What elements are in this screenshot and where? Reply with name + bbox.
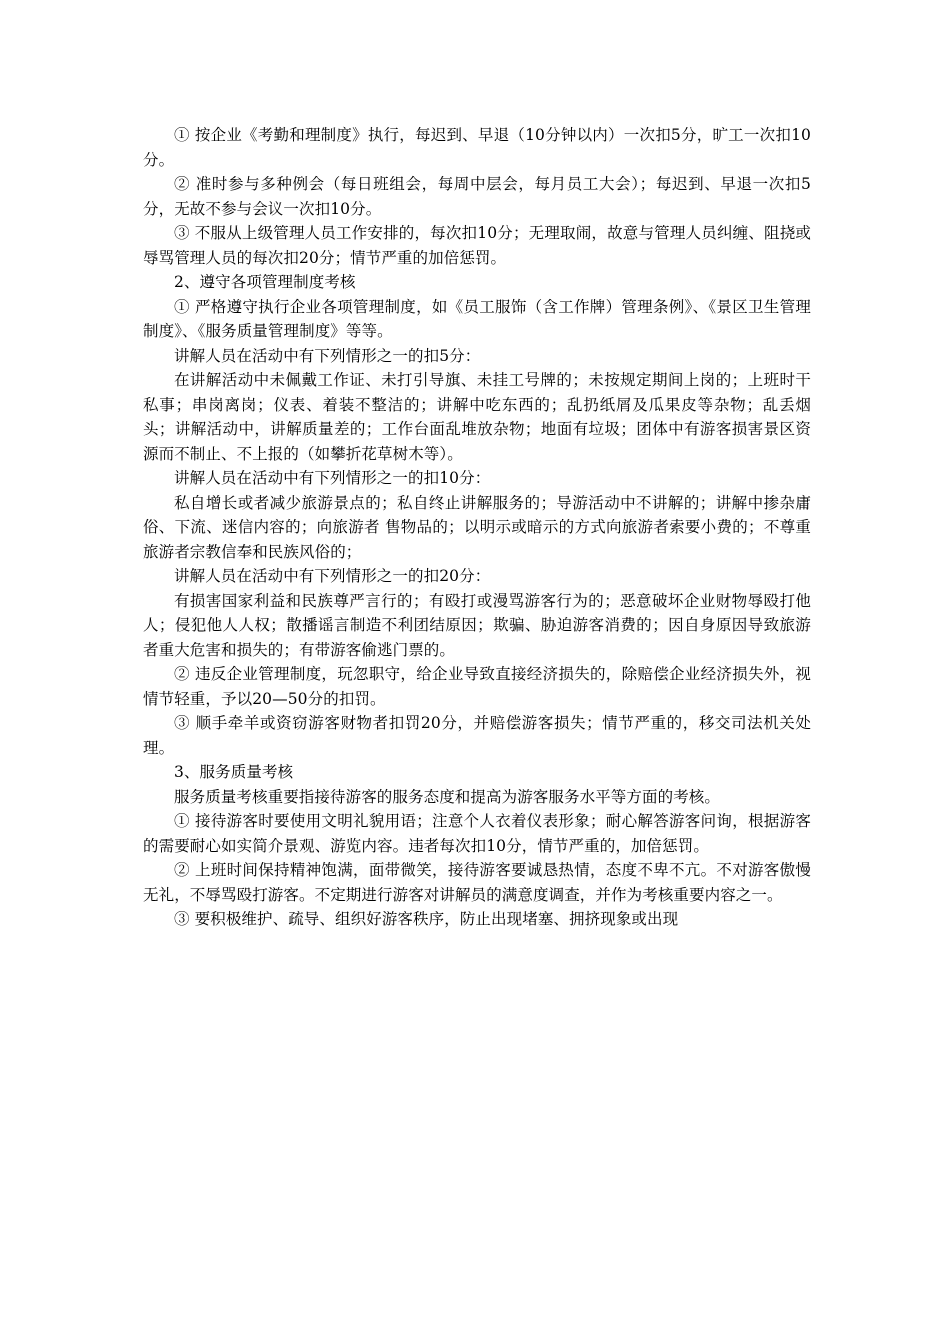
paragraph-meeting-rule: ② 准时参与多种例会（每日班组会，每周中层会，每月员工大会）；每迟到、早退一次扣5分，无故不参与会议一次扣10分。 (143, 175, 811, 218)
paragraph-polite-language-rule: ① 接待游客时要使用文明礼貌用语；注意个人衣着仪表形象；耐心解答游客问询，根据游客的需要耐心如实简介景观、游览内容。违者每次扣10分，情节严重的，加倍惩罚。 (143, 812, 811, 855)
document-body (143, 123, 811, 932)
section-heading-service-quality: 3、服务质量考核 (174, 763, 294, 781)
paragraph-service-quality-intro: 服务质量考核重要指接待游客的服务态度和提高为游客服务水平等方面的考核。 (174, 787, 721, 806)
paragraph-deduct-5-heading: 讲解人员在活动中有下列情形之一的扣5分： (174, 346, 481, 365)
paragraph-theft-rule: ③ 顺手牵羊或资窃游客财物者扣罚20分，并赔偿游客损失；情节严重的，移交司法机关处理。 (143, 714, 811, 757)
paragraph-deduct-10-items: 私自增长或者减少旅游景点的；私自终止讲解服务的；导游活动中不讲解的；讲解中掺杂庸俗、下流、迷信内容的；向旅游者 售物品的；以明示或暗示的方式向旅游者索要小费的；不尊重旅游者宗教信奉和民族风俗的； (143, 493, 811, 561)
paragraph-attitude-rule: ② 上班时间保持精神饱满，面带微笑，接待游客要诚恳热情，态度不卑不亢。不对游客傲慢无礼，不辱骂殴打游客。不定期进行游客对讲解员的满意度调查，并作为考核重要内容之一。 (143, 861, 811, 904)
paragraph-order-rule: ③ 要积极维护、疏导、组织好游客秩序，防止出现堵塞、拥挤现象或出现 (174, 910, 679, 928)
section-heading-management-rules: 2、遵守各项管理制度考核 (174, 273, 356, 291)
paragraph-deduct-20-heading: 讲解人员在活动中有下列情形之一的扣20分： (174, 567, 491, 585)
paragraph-economic-loss-rule: ② 违反企业管理制度，玩忽职守，给企业导致直接经济损失的，除赔偿企业经济损失外，视情节轻重，予以20—50分的扣罚。 (143, 665, 811, 708)
paragraph-deduct-5-items: 在讲解活动中未佩戴工作证、未打引导旗、未挂工号牌的；未按规定期间上岗的；上班时干私事；串岗离岗；仪表、着装不整洁的；讲解中吃东西的；乱扔纸屑及瓜果皮等杂物；乱丢烟头；讲解活动中，讲解质量差的；工作台面乱堆放杂物；地面有垃圾；团体中有游客损害景区资源而不制止、不上报的（如攀折花草树木等）。 (143, 371, 811, 463)
paragraph-attendance-rule: ① 按企业《考勤和理制度》执行，每迟到、早退（10分钟以内）一次扣5分，旷工一次扣10分。 (143, 126, 811, 169)
paragraph-deduct-20-items: 有损害国家利益和民族尊严言行的；有殴打或漫骂游客行为的；恶意破坏企业财物辱殴打他人；侵犯他人人权；散播谣言制造不利团结原因；欺骗、胁迫游客消费的；因自身原因导致旅游者重大危害和损失的；有带游客偷逃门票的。 (143, 591, 811, 659)
paragraph-obedience-rule: ③ 不服从上级管理人员工作安排的，每次扣10分；无理取闹，故意与管理人员纠缠、阻挠或辱骂管理人员的每次扣20分；情节严重的加倍惩罚。 (143, 224, 811, 267)
paragraph-management-systems: ① 严格遵守执行企业各项管理制度，如《员工服饰（含工作牌）管理条例》、《景区卫生管理制度》、《服务质量管理制度》等等。 (143, 297, 811, 340)
paragraph-deduct-10-heading: 讲解人员在活动中有下列情形之一的扣10分： (174, 469, 491, 487)
